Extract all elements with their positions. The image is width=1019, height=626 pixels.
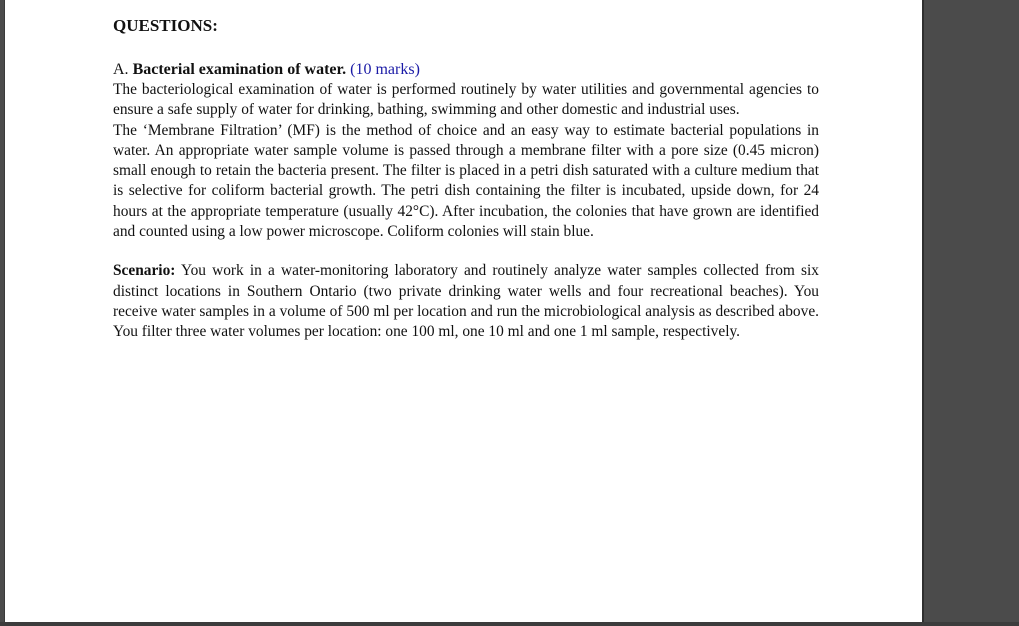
section-marks: (10 marks) xyxy=(350,61,420,78)
page-content xyxy=(113,15,819,343)
document-page[interactable] xyxy=(4,0,922,622)
paragraph-intro: The bacteriological examination of water is performed routinely by water utilities and governmental agencies to ensure a safe supply of water for drinking, bathing, swimming and other domestic and industrial uses. xyxy=(113,81,819,119)
paragraph-spacer xyxy=(113,242,819,261)
section-title-text: Bacterial examination of water. xyxy=(132,61,347,78)
section-prefix: A. xyxy=(113,61,129,78)
scenario-text: You work in a water-monitoring laboratory and routinely analyze water samples collected from six distinct locations in Southern Ontario (two private drinking water wells and four recreational beaches). You receive water samples in a volume of 500 ml per location and run the microbiological analysis as described above. You filter three water volumes per location: one 100 ml, one 10 ml and one 1 ml sample, respectively. xyxy=(113,262,819,341)
page-shadow xyxy=(922,0,924,626)
scenario-label: Scenario: xyxy=(113,262,176,280)
section-title xyxy=(113,60,819,80)
questions-heading: QUESTIONS: xyxy=(113,16,218,35)
viewer-bottom-edge xyxy=(0,622,1019,626)
paragraph-membrane-filtration: The ‘Membrane Filtration’ (MF) is the method of choice and an easy way to estimate bacterial populations in water. An appropriate water sample volume is passed through a membrane filter with a pore size (0.45 micron) small enough to retain the bacteria present. The filter is placed in a petri dish saturated with a culture medium that is selective for coliform bacterial growth. The petri dish containing the filter is incubated, upside down, for 24 hours at the appropriate temperature (usually 42°C). After incubation, the colonies that have grown are identified and counted using a low power microscope. Coliform colonies will stain blue. xyxy=(113,121,819,241)
paragraph-scenario xyxy=(113,261,819,342)
